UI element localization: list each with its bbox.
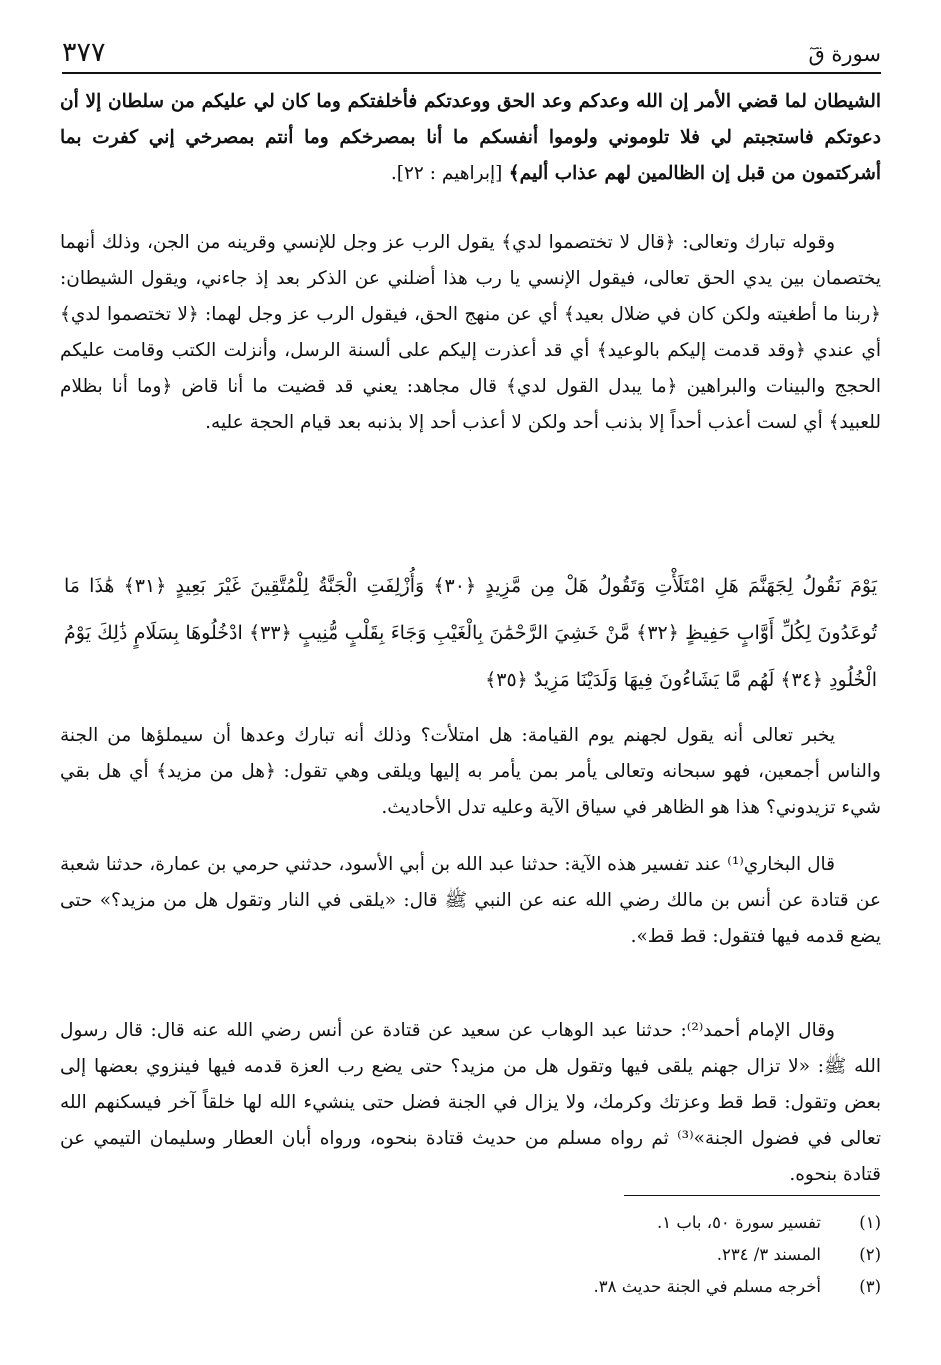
paragraph-commentary-2 (60, 718, 881, 826)
footnote-item (181, 1206, 881, 1238)
footnote-item (181, 1270, 881, 1302)
footnote-number: (٣) (859, 1276, 881, 1296)
quote-reference: [إبراهيم : ٢٢]. (390, 163, 503, 184)
footnote-number: (٢) (859, 1244, 881, 1264)
quran-verses (64, 563, 877, 704)
paragraph-commentary-1 (60, 225, 881, 441)
footnote-divider (624, 1195, 880, 1196)
surah-title: سورة قٓ (808, 42, 881, 66)
footnote-item (181, 1238, 881, 1270)
paragraph-text: وقوله تبارك وتعالى: ﴿قال لا تختصموا لدي﴾ يقول الرب عز وجل للإنسي وقرينه من الجن، وذلك أنهما يختصمان بين يدي الحق تعالى، فيقول الإنسي يا رب هذا أضلني عن الذكر بعد إذ جاءني، ويقول الشيطان: ﴿ربنا ما أطغيته ولكن كان في ضلال بعيد﴾ أي عن منهج الحق، فيقول الرب عز وجل لهما: ﴿لا تختصموا لدي﴾ أي عندي ﴿وقد قدمت إليكم بالوعيد﴾ أي قد أعذرت إليكم على ألسنة الرسل، وأنزلت الكتب وقامت عليكم الحجج والبينات والبراهين ﴿ما يبدل القول لدي﴾ قال مجاهد: يعني قد قضيت ما أنا قاض ﴿وما أنا بظلام للعبيد﴾ أي لست أعذب أحداً إلا بذنب أحد ولكن لا أعذب أحد إلا بذنبه بعد قيام الحجة عليه. (60, 232, 881, 433)
verses-text: يَوْمَ نَقُولُ لِجَهَنَّمَ هَلِ امْتَلَأْتِ وَتَقُولُ هَلْ مِن مَّزِيدٍ ﴿٣٠﴾ وَأُزْلِفَتِ الْجَنَّةُ لِلْمُتَّقِينَ غَيْرَ بَعِيدٍ ﴿٣١﴾ هَٰذَا مَا تُوعَدُونَ لِكُلِّ أَوَّابٍ حَفِيظٍ ﴿٣٢﴾ مَّنْ خَشِيَ الرَّحْمَٰنَ بِالْغَيْبِ وَجَاءَ بِقَلْبٍ مُّنِيبٍ ﴿٣٣﴾ ادْخُلُوهَا بِسَلَامٍ ذَٰلِكَ يَوْمُ الْخُلُودِ ﴿٣٤﴾ لَهُم مَّا يَشَاءُونَ فِيهَا وَلَدَيْنَا مَزِيدٌ ﴿٣٥﴾ (64, 575, 877, 691)
paragraph-ahmad (60, 1013, 881, 1193)
footnote-text: أخرجه مسلم في الجنة حديث ٣٨. (593, 1276, 821, 1296)
page-number: ٣٧٧ (62, 37, 106, 68)
paragraph-bukhari (60, 847, 881, 955)
quote-block (60, 84, 881, 192)
quote-text: الشيطان لما قضي الأمر إن الله وعدكم وعد الحق ووعدتكم فأخلفتكم وما كان لي عليكم من سلطان إلا أن دعوتكم فاستجبتم لي فلا تلوموني ولوموا أنفسكم ما أنا بمصرخكم وما أنتم بمصرخي إني كفرت بما أشركتمون من قبل إن الظالمين لهم عذاب أليم﴾ (60, 91, 881, 184)
paragraph-text: قال البخاري⁽¹⁾ عند تفسير هذه الآية: حدثنا عبد الله بن أبي الأسود، حدثني حرمي بن عمارة، حدثنا شعبة عن قتادة عن أنس بن مالك رضي الله عنه عن النبي ﷺ قال: «يلقى في النار وتقول هل من مزيد؟» حتى يضع قدمه فيها فتقول: قط قط». (60, 854, 881, 947)
paragraph-text: يخبر تعالى أنه يقول لجهنم يوم القيامة: هل امتلأت؟ وذلك أنه تبارك وعدها أن سيملؤها من الجنة والناس أجمعين، فهو سبحانه وتعالى يأمر بمن يأمر به إليها ويلقى وهي تقول: ﴿هل من مزيد﴾ أي هل بقي شيء تزيدوني؟ هذا هو الظاهر في سياق الآية وعليه تدل الأحاديث. (60, 725, 881, 818)
footnotes (181, 1206, 881, 1302)
page-header (62, 28, 881, 74)
footnote-text: المسند ٣/ ٢٣٤. (716, 1244, 821, 1264)
footnote-number: (١) (859, 1212, 881, 1232)
footnote-text: تفسير سورة ٥٠، باب ١. (656, 1212, 821, 1232)
paragraph-text: وقال الإمام أحمد⁽²⁾: حدثنا عبد الوهاب عن سعيد عن قتادة عن أنس رضي الله عنه قال: قال رسول الله ﷺ: «لا تزال جهنم يلقى فيها وتقول هل من مزيد؟ حتى يضع رب العزة قدمه فيها فينزوي بعضها إلى بعض وتقول: قط قط وعزتك وكرمك، ولا يزال في الجنة فضل حتى ينشيء الله لها خلقاً آخر فيسكنهم الله تعالى في فضول الجنة»⁽³⁾ ثم رواه مسلم من حديث قتادة بنحوه، ورواه أبان العطار وسليمان التيمي عن قتادة بنحوه. (60, 1020, 881, 1185)
